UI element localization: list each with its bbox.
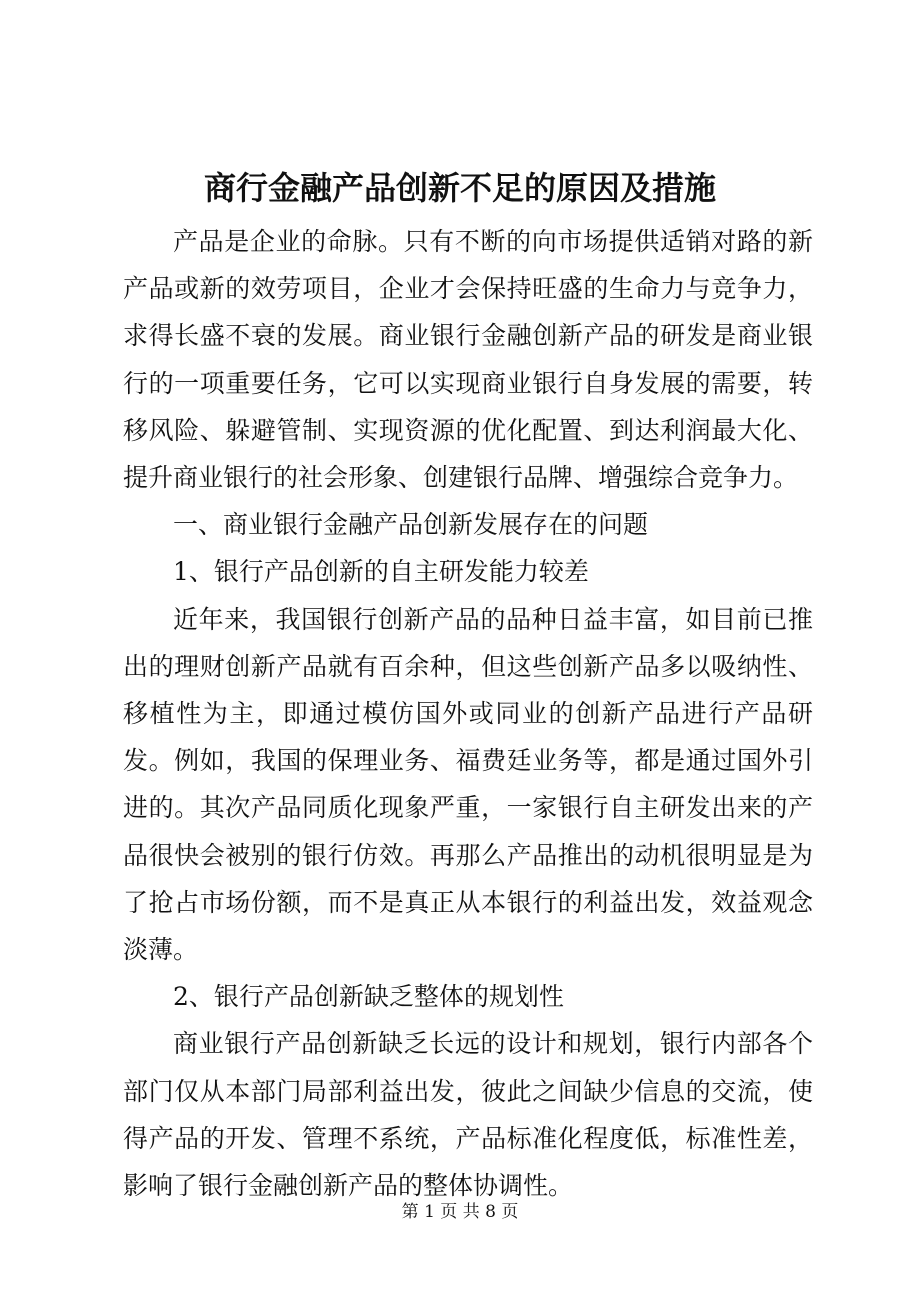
paragraph-1: 近年来，我国银行创新产品的品种日益丰富，如目前已推出的理财创新产品就有百余种，但这些创新产品多以吸纳性、移植性为主，即通过模仿国外或同业的创新产品进行产品研发。例如，我国的保理业务、福费廷业务等，都是通过国外引进的。其次产品同质化现象严重，一家银行自主研发出来的产品很快会被别的银行仿效。再那么产品推出的动机很明显是为了抢占市场份额，而不是真正从本银行的利益出发，效益观念淡薄。	[123, 604, 813, 965]
page-number-footer: 第 1 页 共 8 页	[401, 1202, 519, 1222]
subsection-heading-2: 2、银行产品创新缺乏整体的规划性	[173, 982, 564, 1012]
document-body	[123, 218, 813, 1209]
subsection-heading-1: 1、银行产品创新的自主研发能力较差	[173, 557, 589, 587]
section-heading-problems: 一、商业银行金融产品创新发展存在的问题	[173, 510, 649, 540]
paragraph-2: 商业银行产品创新缺乏长远的设计和规划，银行内部各个部门仅从本部门局部利益出发，彼此之间缺少信息的交流，使得产品的开发、管理不系统，产品标准化程度低，标准性差，影响了银行金融创新产品的整体协调性。	[123, 1029, 813, 1201]
paragraph-intro: 产品是企业的命脉。只有不断的向市场提供适销对路的新产品或新的效劳项目，企业才会保持旺盛的生命力与竞争力，求得长盛不衰的发展。商业银行金融创新产品的研发是商业银行的一项重要任务，它可以实现商业银行自身发展的需要，转移风险、躲避管制、实现资源的优化配置、到达利润最大化、提升商业银行的社会形象、创建银行品牌、增强综合竞争力。	[123, 227, 813, 493]
document-title: 商行金融产品创新不足的原因及措施	[203, 169, 716, 207]
